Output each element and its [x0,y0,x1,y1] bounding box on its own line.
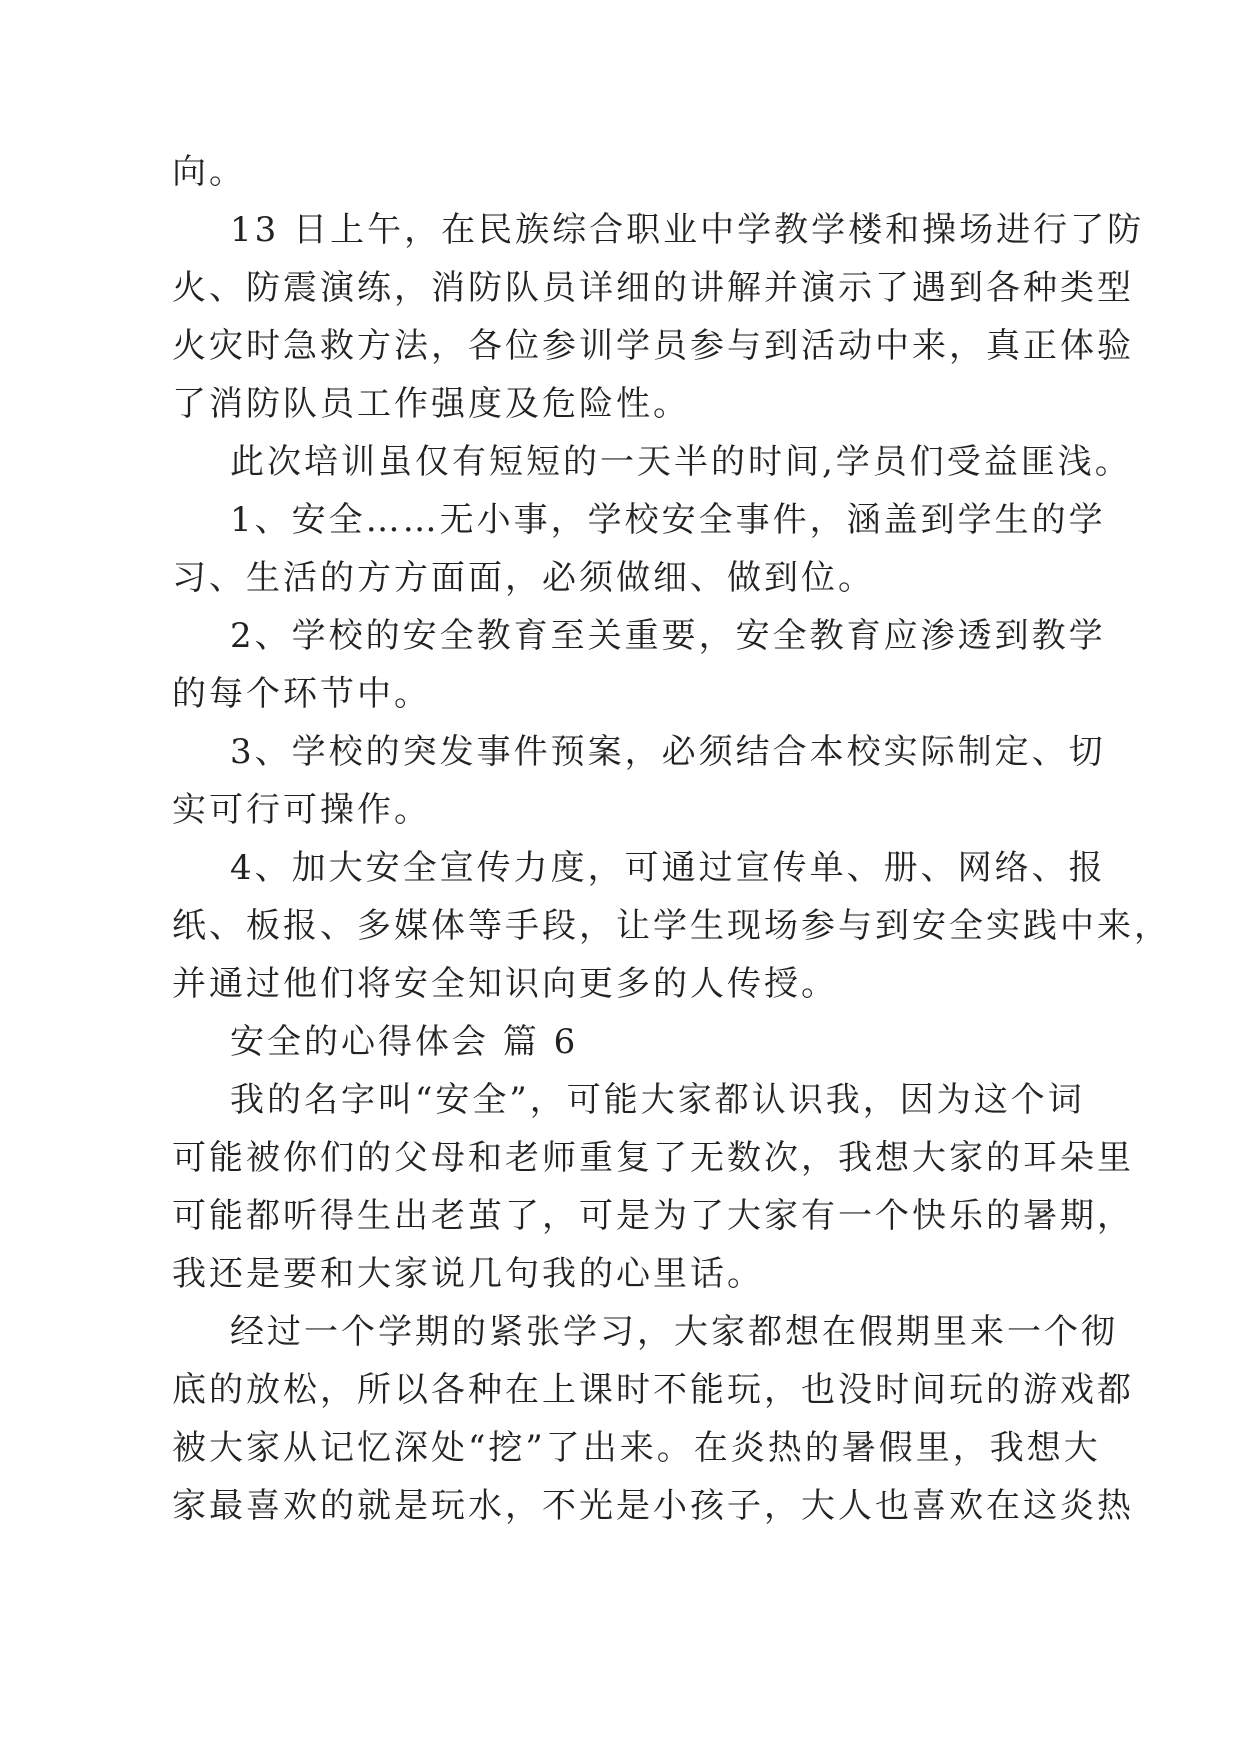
text-line: 火灾时急救方法，各位参训学员参与到活动中来，真正体验 [172,326,1134,366]
text-line: 向。 [172,152,246,192]
text-line: 了消防队员工作强度及危险性。 [172,384,690,424]
text-line: 1、安全……无小事，学校安全事件，涵盖到学生的学 [230,500,1106,540]
text-line: 4、加大安全宣传力度，可通过宣传单、册、网络、报 [230,848,1106,888]
section-heading: 安全的心得体会 篇 6 [230,1022,579,1062]
text-line: 可能被你们的父母和老师重复了无数次，我想大家的耳朵里 [172,1138,1134,1178]
text-line: 13 日上午，在民族综合职业中学教学楼和操场进行了防 [230,210,1145,250]
text-line: 我还是要和大家说几句我的心里话。 [172,1254,764,1294]
text-line: 被大家从记忆深处“挖”了出来。在炎热的暑假里，我想大 [172,1428,1101,1468]
text-line: 纸、板报、多媒体等手段，让学生现场参与到安全实践中来， [172,906,1171,946]
text-line: 火、防震演练，消防队员详细的讲解并演示了遇到各种类型 [172,268,1134,308]
text-line: 经过一个学期的紧张学习，大家都想在假期里来一个彻 [230,1312,1118,1352]
text-line: 的每个环节中。 [172,674,431,714]
text-line: 2、学校的安全教育至关重要，安全教育应渗透到教学 [230,616,1106,656]
text-line: 并通过他们将安全知识向更多的人传授。 [172,964,838,1004]
text-line: 实可行可操作。 [172,790,431,830]
text-line: 家最喜欢的就是玩水，不光是小孩子，大人也喜欢在这炎热 [172,1486,1134,1526]
text-line: 我的名字叫“安全”，可能大家都认识我，因为这个词 [230,1080,1085,1120]
text-line: 此次培训虽仅有短短的一天半的时间,学员们受益匪浅。 [230,442,1132,482]
text-line: 习、生活的方方面面，必须做细、做到位。 [172,558,875,598]
text-line: 3、学校的突发事件预案，必须结合本校实际制定、切 [230,732,1106,772]
text-line: 可能都听得生出老茧了，可是为了大家有一个快乐的暑期， [172,1196,1134,1236]
text-line: 底的放松，所以各种在上课时不能玩，也没时间玩的游戏都 [172,1370,1134,1410]
